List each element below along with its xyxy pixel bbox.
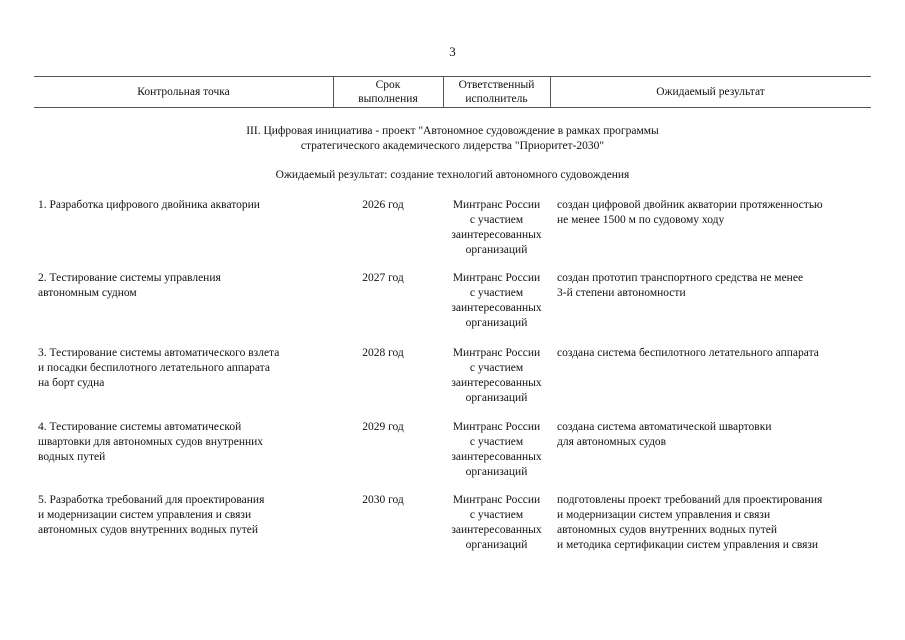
row-responsible-line: с участием — [469, 214, 524, 226]
row-responsible-line: Минтранс России — [452, 494, 541, 506]
header-responsible-line: Ответственный — [458, 78, 535, 91]
row-deadline: 2029 год — [362, 421, 404, 433]
row-checkpoint-line: 5. Разработка требований для проектирования — [38, 494, 265, 506]
row-checkpoint-line: и посадки беспилотного летательного аппарата — [38, 362, 270, 374]
row-responsible — [438, 420, 555, 480]
row-checkpoint-line: 2. Тестирование системы управления — [38, 272, 221, 284]
row-result-line: не менее 1500 м по судовому ходу — [557, 214, 725, 226]
row-responsible-line: с участием — [469, 287, 524, 299]
table-row — [0, 346, 905, 406]
row-result-line: 3-й степени автономности — [557, 287, 686, 299]
row-result-line: и модернизации систем управления и связи — [557, 509, 771, 521]
row-responsible-line: заинтересованных — [451, 229, 542, 241]
row-deadline: 2028 год — [362, 347, 404, 359]
row-result-line: создан прототип транспортного средства не менее — [557, 272, 804, 284]
row-responsible-line: Минтранс России — [452, 347, 541, 359]
row-responsible-line: Минтранс России — [452, 272, 541, 284]
row-responsible-line: организаций — [465, 466, 528, 478]
header-deadline-line: Срок — [375, 78, 401, 91]
row-result — [557, 493, 871, 553]
row-result-line: подготовлены проект требований для проектирования — [557, 494, 823, 506]
row-responsible-line: организаций — [465, 392, 528, 404]
page-number: 3 — [449, 44, 456, 59]
row-result — [557, 420, 871, 450]
row-responsible-line: организаций — [465, 244, 528, 256]
row-checkpoint — [38, 420, 328, 465]
row-responsible — [438, 346, 555, 406]
row-checkpoint — [38, 346, 328, 391]
row-responsible — [438, 271, 555, 331]
row-responsible — [438, 493, 555, 553]
table-row — [0, 493, 905, 553]
row-checkpoint-line: водных путей — [38, 451, 106, 463]
row-deadline: 2030 год — [362, 494, 404, 506]
header-deadline — [333, 76, 443, 107]
header-checkpoint — [34, 76, 333, 107]
header-expected-result — [550, 76, 871, 107]
row-responsible — [438, 198, 555, 258]
row-responsible-line: Минтранс России — [452, 199, 541, 211]
row-deadline: 2027 год — [362, 272, 404, 284]
row-checkpoint-line: 3. Тестирование системы автоматического взлета — [38, 347, 280, 359]
row-checkpoint-line: на борт судна — [38, 377, 105, 389]
row-responsible-line: заинтересованных — [451, 377, 542, 389]
row-checkpoint-line: автономных судов внутренних водных путей — [38, 524, 258, 536]
row-result-line: создан цифровой двойник акватории протяженностью — [557, 199, 823, 211]
header-responsible — [443, 76, 550, 107]
row-checkpoint-line: автономным судном — [38, 287, 137, 299]
header-checkpoint-label: Контрольная точка — [137, 85, 230, 98]
row-checkpoint — [38, 271, 328, 301]
row-result-line: автономных судов внутренних водных путей — [557, 524, 777, 536]
row-responsible-line: заинтересованных — [451, 524, 542, 536]
row-result-line: создана система беспилотного летательного аппарата — [557, 347, 819, 359]
header-deadline-line: выполнения — [358, 92, 418, 105]
row-responsible-line: организаций — [465, 317, 528, 329]
header-responsible-line: исполнитель — [465, 92, 528, 105]
section-title-line: стратегического академического лидерства "Приоритет-2030" — [300, 140, 605, 152]
row-checkpoint — [38, 198, 328, 213]
section-expected-result: Ожидаемый результат: создание технологий автономного судовождения — [275, 169, 630, 181]
row-responsible-line: с участием — [469, 509, 524, 521]
section-title-line: III. Цифровая инициатива - проект "Автономное судовождение в рамках программы — [246, 125, 659, 137]
row-checkpoint-line: и модернизации систем управления и связи — [38, 509, 252, 521]
row-result — [557, 271, 871, 301]
row-result-line: и методика сертификации систем управления и связи — [557, 539, 819, 551]
table-row — [0, 271, 905, 331]
row-responsible-line: заинтересованных — [451, 451, 542, 463]
row-result-line: создана система автоматической швартовки — [557, 421, 772, 433]
row-checkpoint — [38, 493, 328, 538]
row-checkpoint-line: 1. Разработка цифрового двойника акватории — [38, 199, 260, 211]
row-deadline: 2026 год — [362, 199, 404, 211]
header-expected-result-label: Ожидаемый результат — [656, 85, 765, 98]
row-checkpoint-line: 4. Тестирование системы автоматической — [38, 421, 242, 433]
section-title — [100, 124, 805, 154]
row-responsible-line: заинтересованных — [451, 302, 542, 314]
row-responsible-line: с участием — [469, 436, 524, 448]
table-row — [0, 420, 905, 480]
header-bottom-rule — [34, 107, 871, 108]
row-checkpoint-line: швартовки для автономных судов внутренних — [38, 436, 264, 448]
row-responsible-line: организаций — [465, 539, 528, 551]
row-responsible-line: с участием — [469, 362, 524, 374]
row-result — [557, 198, 871, 228]
row-responsible-line: Минтранс России — [452, 421, 541, 433]
row-result-line: для автономных судов — [557, 436, 667, 448]
table-row — [0, 198, 905, 258]
row-result — [557, 346, 871, 361]
